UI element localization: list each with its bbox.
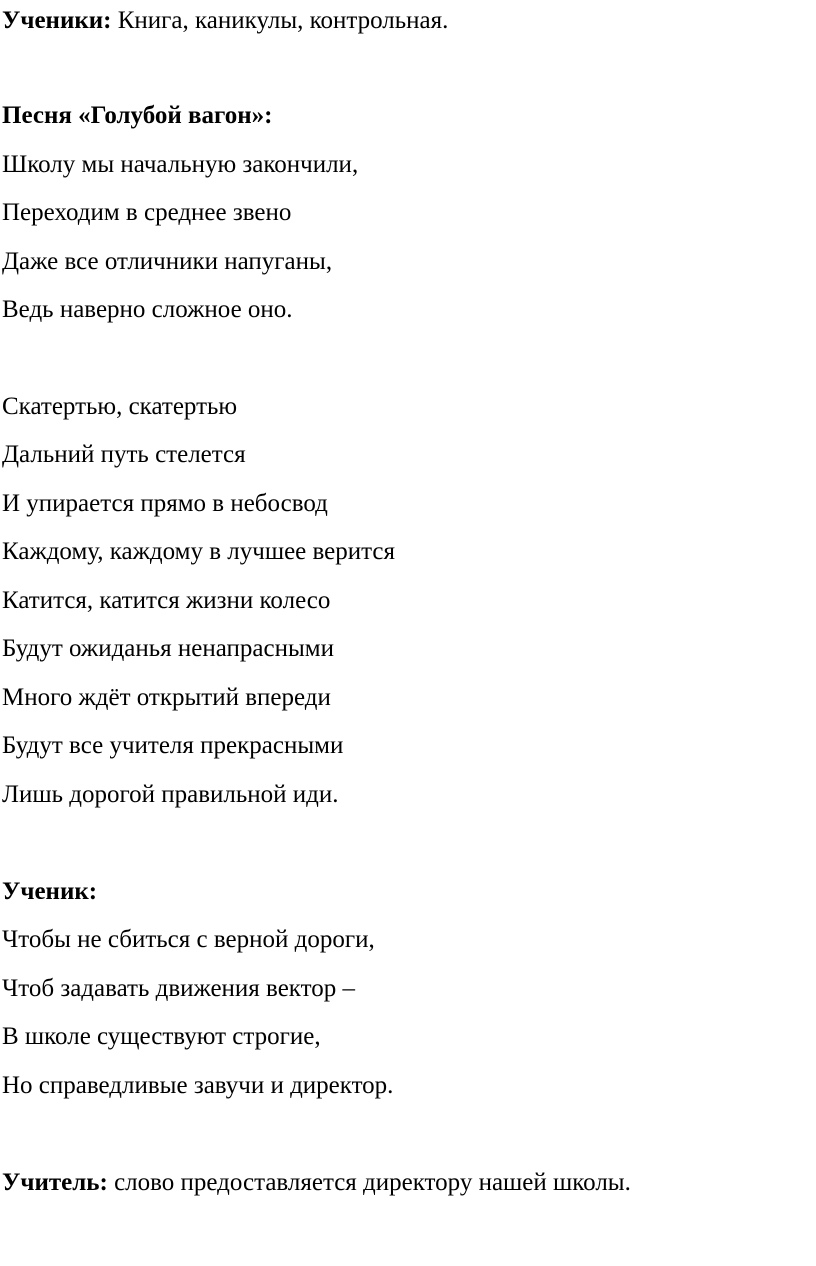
- verse-line: Даже все отличники напуганы,: [2, 248, 333, 275]
- chorus-line: Много ждёт открытий впереди: [2, 684, 331, 711]
- chorus-line: Катится, катится жизни колесо: [2, 587, 331, 614]
- verse-line: Школу мы начальную закончили,: [2, 151, 359, 178]
- intro-text: Книга, каникулы, контрольная.: [111, 7, 449, 34]
- chorus-line: И упирается прямо в небосвод: [2, 490, 328, 517]
- teacher-text: слово предоставляется директору нашей школы.: [107, 1169, 631, 1196]
- verse-line: Ведь наверно сложное оно.: [2, 296, 293, 323]
- song-title: Песня «Голубой вагон»:: [2, 102, 273, 129]
- student-line: Чтобы не сбиться с верной дороги,: [2, 926, 375, 953]
- intro-line: [2, 6, 448, 36]
- chorus-line: Скатертью, скатертью: [2, 393, 238, 420]
- verse-line: Переходим в среднее звено: [2, 199, 292, 226]
- speaker-student: Ученик:: [2, 878, 98, 905]
- student-line: Но справедливые завучи и директор.: [2, 1072, 394, 1099]
- speaker-students: Ученики:: [2, 7, 112, 34]
- chorus-line: Будут все учителя прекрасными: [2, 732, 344, 759]
- speaker-teacher: Учитель:: [2, 1169, 108, 1196]
- chorus-line: Дальний путь стелется: [2, 441, 246, 468]
- chorus-line: Каждому, каждому в лучшее верится: [2, 538, 395, 565]
- chorus-line: Будут ожиданья ненапрасными: [2, 635, 334, 662]
- student-line: Чтоб задавать движения вектор –: [2, 975, 355, 1002]
- student-line: В школе существуют строгие,: [2, 1023, 321, 1050]
- teacher-line: [2, 1168, 631, 1198]
- chorus-line: Лишь дорогой правильной иди.: [2, 781, 339, 808]
